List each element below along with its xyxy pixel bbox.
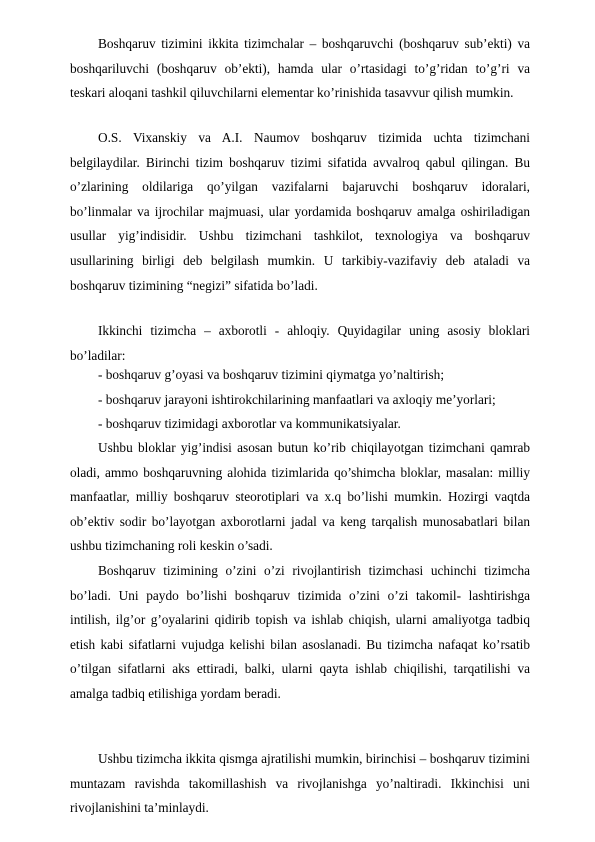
paragraph-blocks: Ushbu bloklar yig’indisi asosan butun ko’rib chiqilayotgan tizimchani qamrab oladi, ammo boshqaruvning alohida tizimlarida qo’shimcha bloklar, masalan: milliy manfaatlar, milliy boshqaruv steorotiplari va x.q bo’lishi mumkin. Hozirgi vaqtda ob’ektiv sodir bo’layotgan axborotlarni jadal va keng tarqalish munosabatlari bilan ushbu tizimchaning roli keskin o’sadi. — [70, 440, 530, 554]
paragraph-second-subsystem: Ikkinchi tizimcha – axborotli - ahloqiy. Quyidagilar uning asosiy bloklari bo’ladilar: — [70, 323, 530, 363]
list-item: - boshqaruv tizimidagi axborotlar va kommunikatsiyalar. — [98, 416, 401, 431]
list-item: - boshqaruv g’oyasi va boshqaruv tizimini qiymatga yo’naltirish; — [98, 367, 445, 382]
paragraph-third-subsystem: Boshqaruv tizimining o’zini o’zi rivojlantirish tizimchasi uchinchi tizimcha bo’ladi. Uni paydo bo’lishi boshqaruv tizimida o’zini o’zi takomil- lashtirishga intilish, ilg’or g’oyalarini qidirib topish va ishlab chiqish, ularni amaliyotga tadbiq etish kabi sifatlarni vujudga kelishi bilan asoslanadi. Bu tizimcha nafaqat ko’rsatib o’tilgan sifatlarni aks ettiradi, balki, ularni qayta ishlab chiqilishi, tarqatilishi va amalga tadbiq etilishiga yordam beradi. — [70, 563, 530, 701]
paragraph-two-parts: Ushbu tizimcha ikkita qismga ajratilishi mumkin, birinchisi – boshqaruv tizimini muntazam ravishda takomillashish va rivojlanishga yo’naltiradi. Ikkinchisi uni rivojlanishini ta’minlaydi. — [70, 751, 530, 816]
list-item: - boshqaruv jarayoni ishtirokchilarining manfaatlari va axloqiy me’yorlari; — [98, 392, 496, 407]
paragraph-vixanskiy-naumov: O.S. Vixanskiy va A.I. Naumov boshqaruv tizimida uchta tizimchani belgilaydilar. Birinchi tizim boshqaruv tizimi sifatida avvalroq qabul qilingan. Bu o’zlarining oldilariga qo’yilgan vazifalarni bajaruvchi boshqaruv idoralari, bo’linmalar va ijrochilar majmuasi, ular yordamida boshqaruv amalga oshiriladigan usullar yig’indisidir. Ushbu tizimchani tashkilot, texnologiya va boshqaruv usullarining birligi deb belgilash mumkin. U tarkibiy-vazifaviy deb ataladi va boshqaruv tizimining “negizi” sifatida bo’ladi. — [70, 130, 530, 293]
paragraph-intro: Boshqaruv tizimini ikkita tizimchalar – boshqaruvchi (boshqaruv sub’ekti) va boshqariluvchi (boshqaruv ob’ekti), hamda ular o’rtasidagi to’g’ridan to’g’ri va teskari aloqani tashkil qiluvchilarni elementar ko’rinishida tasavvur qilish mumkin. — [70, 36, 530, 101]
